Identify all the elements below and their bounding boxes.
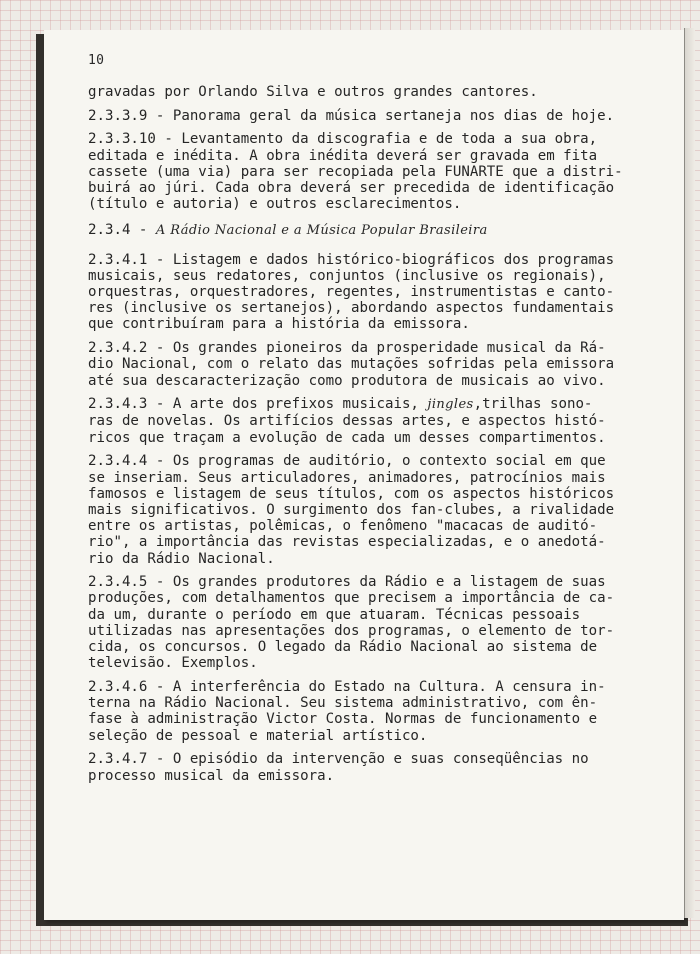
document-body	[88, 84, 628, 791]
paragraph-2-3-3-9: 2.3.3.9 - Panorama geral da música sertaneja nos dias de hoje.	[88, 107, 615, 124]
paragraph-2-3-4-3-end: ,trilhas sono- ras de novelas. Os artifícios dessas artes, e aspectos histó- ricos que traçam a evolução de cada um desses compartimentos.	[88, 396, 606, 446]
paragraph-2-3-4-1: 2.3.4.1 - Listagem e dados histórico-biográficos dos programas musicais, seus redatores, conjuntos (inclusive os regionais), orquestras, orquestradores, regentes, instrumentistas e canto- res (inclusive os sertanejos), abordando aspectos fundamentais que contribuíram para a história da emissora.	[88, 251, 615, 333]
paragraph-2-3-4-6: 2.3.4.6 - A interferência do Estado na Cultura. A censura in- terna na Rádio Nacional. Seu sistema administrativo, com ên- fase à administração Victor Costa. Normas de funcionamento e seleção de pessoal e material artístico.	[88, 679, 606, 744]
paragraph-2-3-4-3	[88, 396, 628, 446]
section-number: 2.3.4 -	[88, 222, 148, 239]
paragraph-continuation: gravadas por Orlando Silva e outros grandes cantores.	[88, 84, 538, 100]
page-number: 10	[88, 53, 105, 68]
paragraph-2-3-4-5: 2.3.4.5 - Os grandes produtores da Rádio e a listagem de suas produções, com detalhamentos que precisem a importância de ca- da um, durante o período em que atuaram. Técnicas pessoais utilizadas nas apresentações dos programas, o elemento de tor- cida, os concursos. O legado da Rádio Nacional ao sistema de televisão. Exemplos.	[88, 574, 615, 672]
jingles-emphasis: jingles	[427, 397, 474, 413]
paragraph-2-3-4-3-start: 2.3.4.3 - A arte dos prefixos musicais,	[88, 396, 428, 413]
section-title: A Rádio Nacional e a Música Popular Brasileira	[155, 223, 488, 239]
paragraph-2-3-4-2: 2.3.4.2 - Os grandes pioneiros da prosperidade musical da Rá- dio Nacional, com o relato das mutações sofridas pela emissora até sua descaracterização como produtora de musicais ao vivo.	[88, 340, 615, 389]
section-heading	[88, 222, 628, 239]
paragraph-2-3-4-4: 2.3.4.4 - Os programas de auditório, o contexto social em que se inseriam. Seus articuladores, animadores, patrocínios mais famosos e listagem de seus títulos, com os aspectos históricos mais significativos. O surgimento dos fan-clubes, a rivalidade entre os artistas, polêmicas, o fenômeno "macacas de auditó- rio", a importância das revistas especializadas, e o anedotá- rio da Rádio Nacional.	[88, 453, 615, 567]
paragraph-2-3-3-10: 2.3.3.10 - Levantamento da discografia e de toda a sua obra, editada e inédita. A obra inédita deverá ser gravada em fita cassete (uma via) para ser recopiada pela FUNARTE que a distri- buirá ao júri. Cada obra deverá ser precedida de identificação (título e autoria) e outros esclarecimentos.	[88, 131, 623, 213]
page-edge	[684, 28, 695, 918]
paragraph-2-3-4-7: 2.3.4.7 - O episódio da intervenção e suas conseqüências no processo musical da emissora.	[88, 751, 589, 784]
